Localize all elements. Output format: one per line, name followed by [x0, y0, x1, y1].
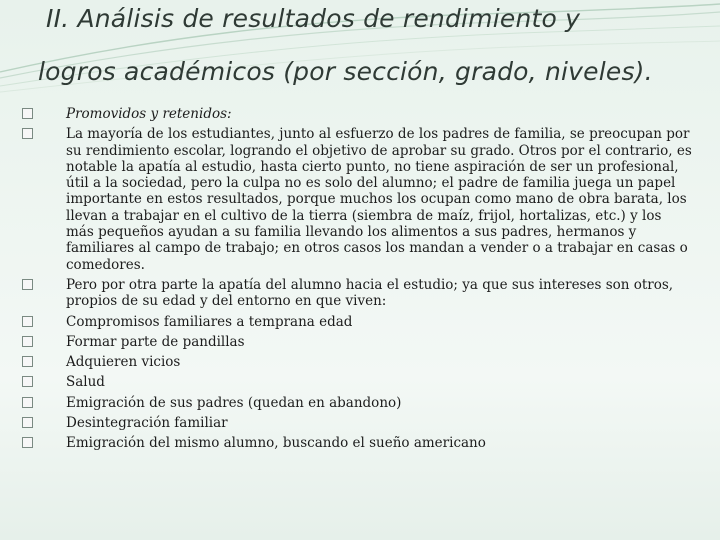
list-item-text: Formar parte de pandillas	[66, 333, 245, 350]
list-item	[22, 374, 692, 390]
square-bullet-icon	[22, 356, 33, 367]
list-item	[22, 395, 692, 411]
square-bullet-icon	[22, 316, 33, 327]
list-item-text: Emigración del mismo alumno, buscando el sueño americano	[66, 435, 486, 452]
list-item	[22, 314, 692, 330]
bullet-list	[22, 106, 692, 456]
list-item-text: Desintegración familiar	[66, 415, 228, 432]
square-bullet-icon	[22, 417, 33, 428]
list-item-text: Compromisos familiares a temprana edad	[66, 313, 353, 330]
square-bullet-icon	[22, 437, 33, 448]
slide-title-line-1: II. Análisis de resultados de rendimiento y	[46, 4, 581, 33]
slide-title-line-2: logros académicos (por sección, grado, niveles).	[38, 57, 653, 86]
list-item	[22, 334, 692, 350]
square-bullet-icon	[22, 128, 33, 139]
list-item-text: La mayoría de los estudiantes, junto al esfuerzo de los padres de familia, se preocupan por su rendimiento escolar, logrando el objetivo de aprobar su grado. Otros por el contrario, es notable la apatía al estudio, hasta cierto punto, no tiene aspiración de ser un profesional, útil a la sociedad, pero la culpa no es solo del alumno; el padre de familia juega un papel importante en estos resultados, porque muchos los ocupan como mano de obra barata, los llevan a trabajar en el cultivo de la tierra (siembra de maíz, frijol, hortalizas, etc.) y los más pequeños ayudan a su familia llevando los alimentos a sus padres, hermanos y familiares al campo de trabajo; en otros casos los mandan a vender o a trabajar en casas o comedores.	[66, 126, 692, 273]
square-bullet-icon	[22, 376, 33, 387]
list-item-text: Emigración de sus padres (quedan en abandono)	[66, 394, 402, 411]
square-bullet-icon	[22, 108, 33, 119]
list-item	[22, 126, 692, 273]
list-item-text: Pero por otra parte la apatía del alumno hacia el estudio; ya que sus intereses son otros, propios de su edad y del entorno en que viven:	[66, 276, 674, 310]
square-bullet-icon	[22, 336, 33, 347]
list-item	[22, 277, 692, 310]
list-item	[22, 415, 692, 431]
list-item	[22, 354, 692, 370]
list-item-text: Adquieren vicios	[66, 354, 181, 371]
list-item	[22, 435, 692, 451]
list-item	[22, 106, 692, 122]
square-bullet-icon	[22, 279, 33, 290]
list-item-text: Promovidos y retenidos:	[66, 106, 232, 122]
square-bullet-icon	[22, 397, 33, 408]
list-item-text: Salud	[66, 374, 105, 391]
